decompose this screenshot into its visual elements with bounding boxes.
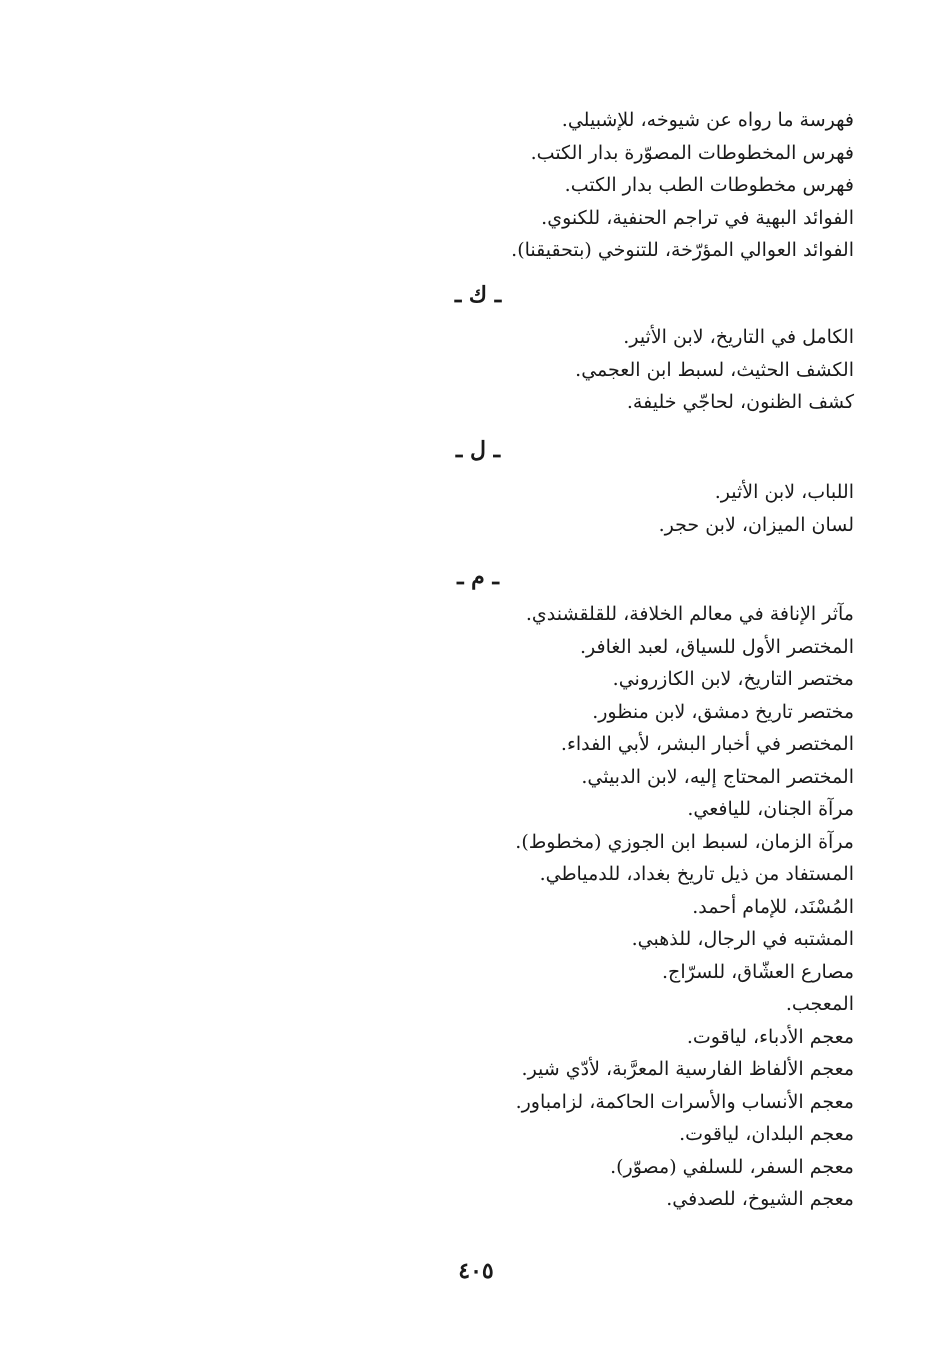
- bibliography-entry: معجم الألفاظ الفارسية المعرَّبة، لأدّي شير.: [521, 1058, 854, 1080]
- bibliography-entry: المختصر المحتاج إليه، لابن الدبيثي.: [581, 765, 854, 788]
- bibliography-entry: المختصر الأول للسياق، لعبد الغافر.: [580, 635, 854, 658]
- bibliography-entry: كشف الظنون، لحاجّي خليفة.: [626, 391, 854, 413]
- bibliography-entry: مرآة الزمان، لسبط ابن الجوزي (مخطوط).: [515, 830, 854, 853]
- bibliography-entry: لسان الميزان، لابن حجر.: [658, 513, 854, 536]
- bibliography-entry: معجم السفر، للسلفي (مصوّر).: [610, 1155, 854, 1178]
- bibliography-entry: معجم البلدان، لياقوت.: [679, 1123, 854, 1145]
- bibliography-entry: فهرسة ما رواه عن شيوخه، للإشبيلي.: [561, 109, 854, 131]
- bibliography-entry: مرآة الجنان، لليافعي.: [687, 798, 854, 820]
- bibliography-entry: فهرس مخطوطات الطب بدار الكتب.: [564, 174, 854, 196]
- bibliography-entry: الفوائد العوالي المؤرّخة، للتنوخي (بتحقيقنا).: [511, 239, 854, 261]
- bibliography-entry: معجم الأنساب والأسرات الحاكمة، لزامباور.: [515, 1090, 854, 1113]
- bibliography-entry: مختصر التاريخ، لابن الكازروني.: [612, 668, 854, 690]
- section-lam-entries: [434, 476, 854, 541]
- section-mim-entries: [434, 598, 854, 1216]
- bibliography-entry: معجم الأدباء، لياقوت.: [686, 1025, 854, 1048]
- section-kaf-entries: [434, 321, 854, 419]
- section-fa-entries: [434, 104, 854, 267]
- bibliography-entry: الكشف الحثيث، لسبط ابن العجمي.: [575, 358, 854, 381]
- page-number: ٤٠٥: [458, 1258, 494, 1284]
- bibliography-entry: المشتبه في الرجال، للذهبي.: [631, 928, 854, 950]
- bibliography-entry: المستفاد من ذيل تاريخ بغداد، للدمياطي.: [539, 863, 854, 885]
- bibliography-entry: فهرس المخطوطات المصوّرة بدار الكتب.: [530, 141, 854, 164]
- bibliography-entry: معجم الشيوخ، للصدفي.: [666, 1188, 854, 1210]
- bibliography-entry: الكامل في التاريخ، لابن الأثير.: [623, 326, 854, 348]
- bibliography-entry: اللباب، لابن الأثير.: [714, 481, 854, 503]
- bibliography-entry: مختصر تاريخ دمشق، لابن منظور.: [592, 700, 854, 723]
- bibliography-entry: الفوائد البهية في تراجم الحنفية، للكنوي.: [541, 206, 854, 229]
- bibliography-entry: المُسْنَد، للإمام أحمد.: [692, 895, 854, 918]
- bibliography-entry: مصارع العشّاق، للسرّاج.: [662, 960, 854, 983]
- section-heading-mim: ـ م ـ: [457, 564, 499, 590]
- section-heading-kaf: ـ ك ـ: [454, 282, 502, 308]
- bibliography-entry: مآثر الإنافة في معالم الخلافة، للقلقشندي.: [525, 603, 854, 625]
- bibliography-entry: المختصر في أخبار البشر، لأبي الفداء.: [560, 733, 854, 755]
- section-heading-lam: ـ ل ـ: [455, 437, 501, 463]
- bibliography-entry: المعجب.: [785, 993, 854, 1015]
